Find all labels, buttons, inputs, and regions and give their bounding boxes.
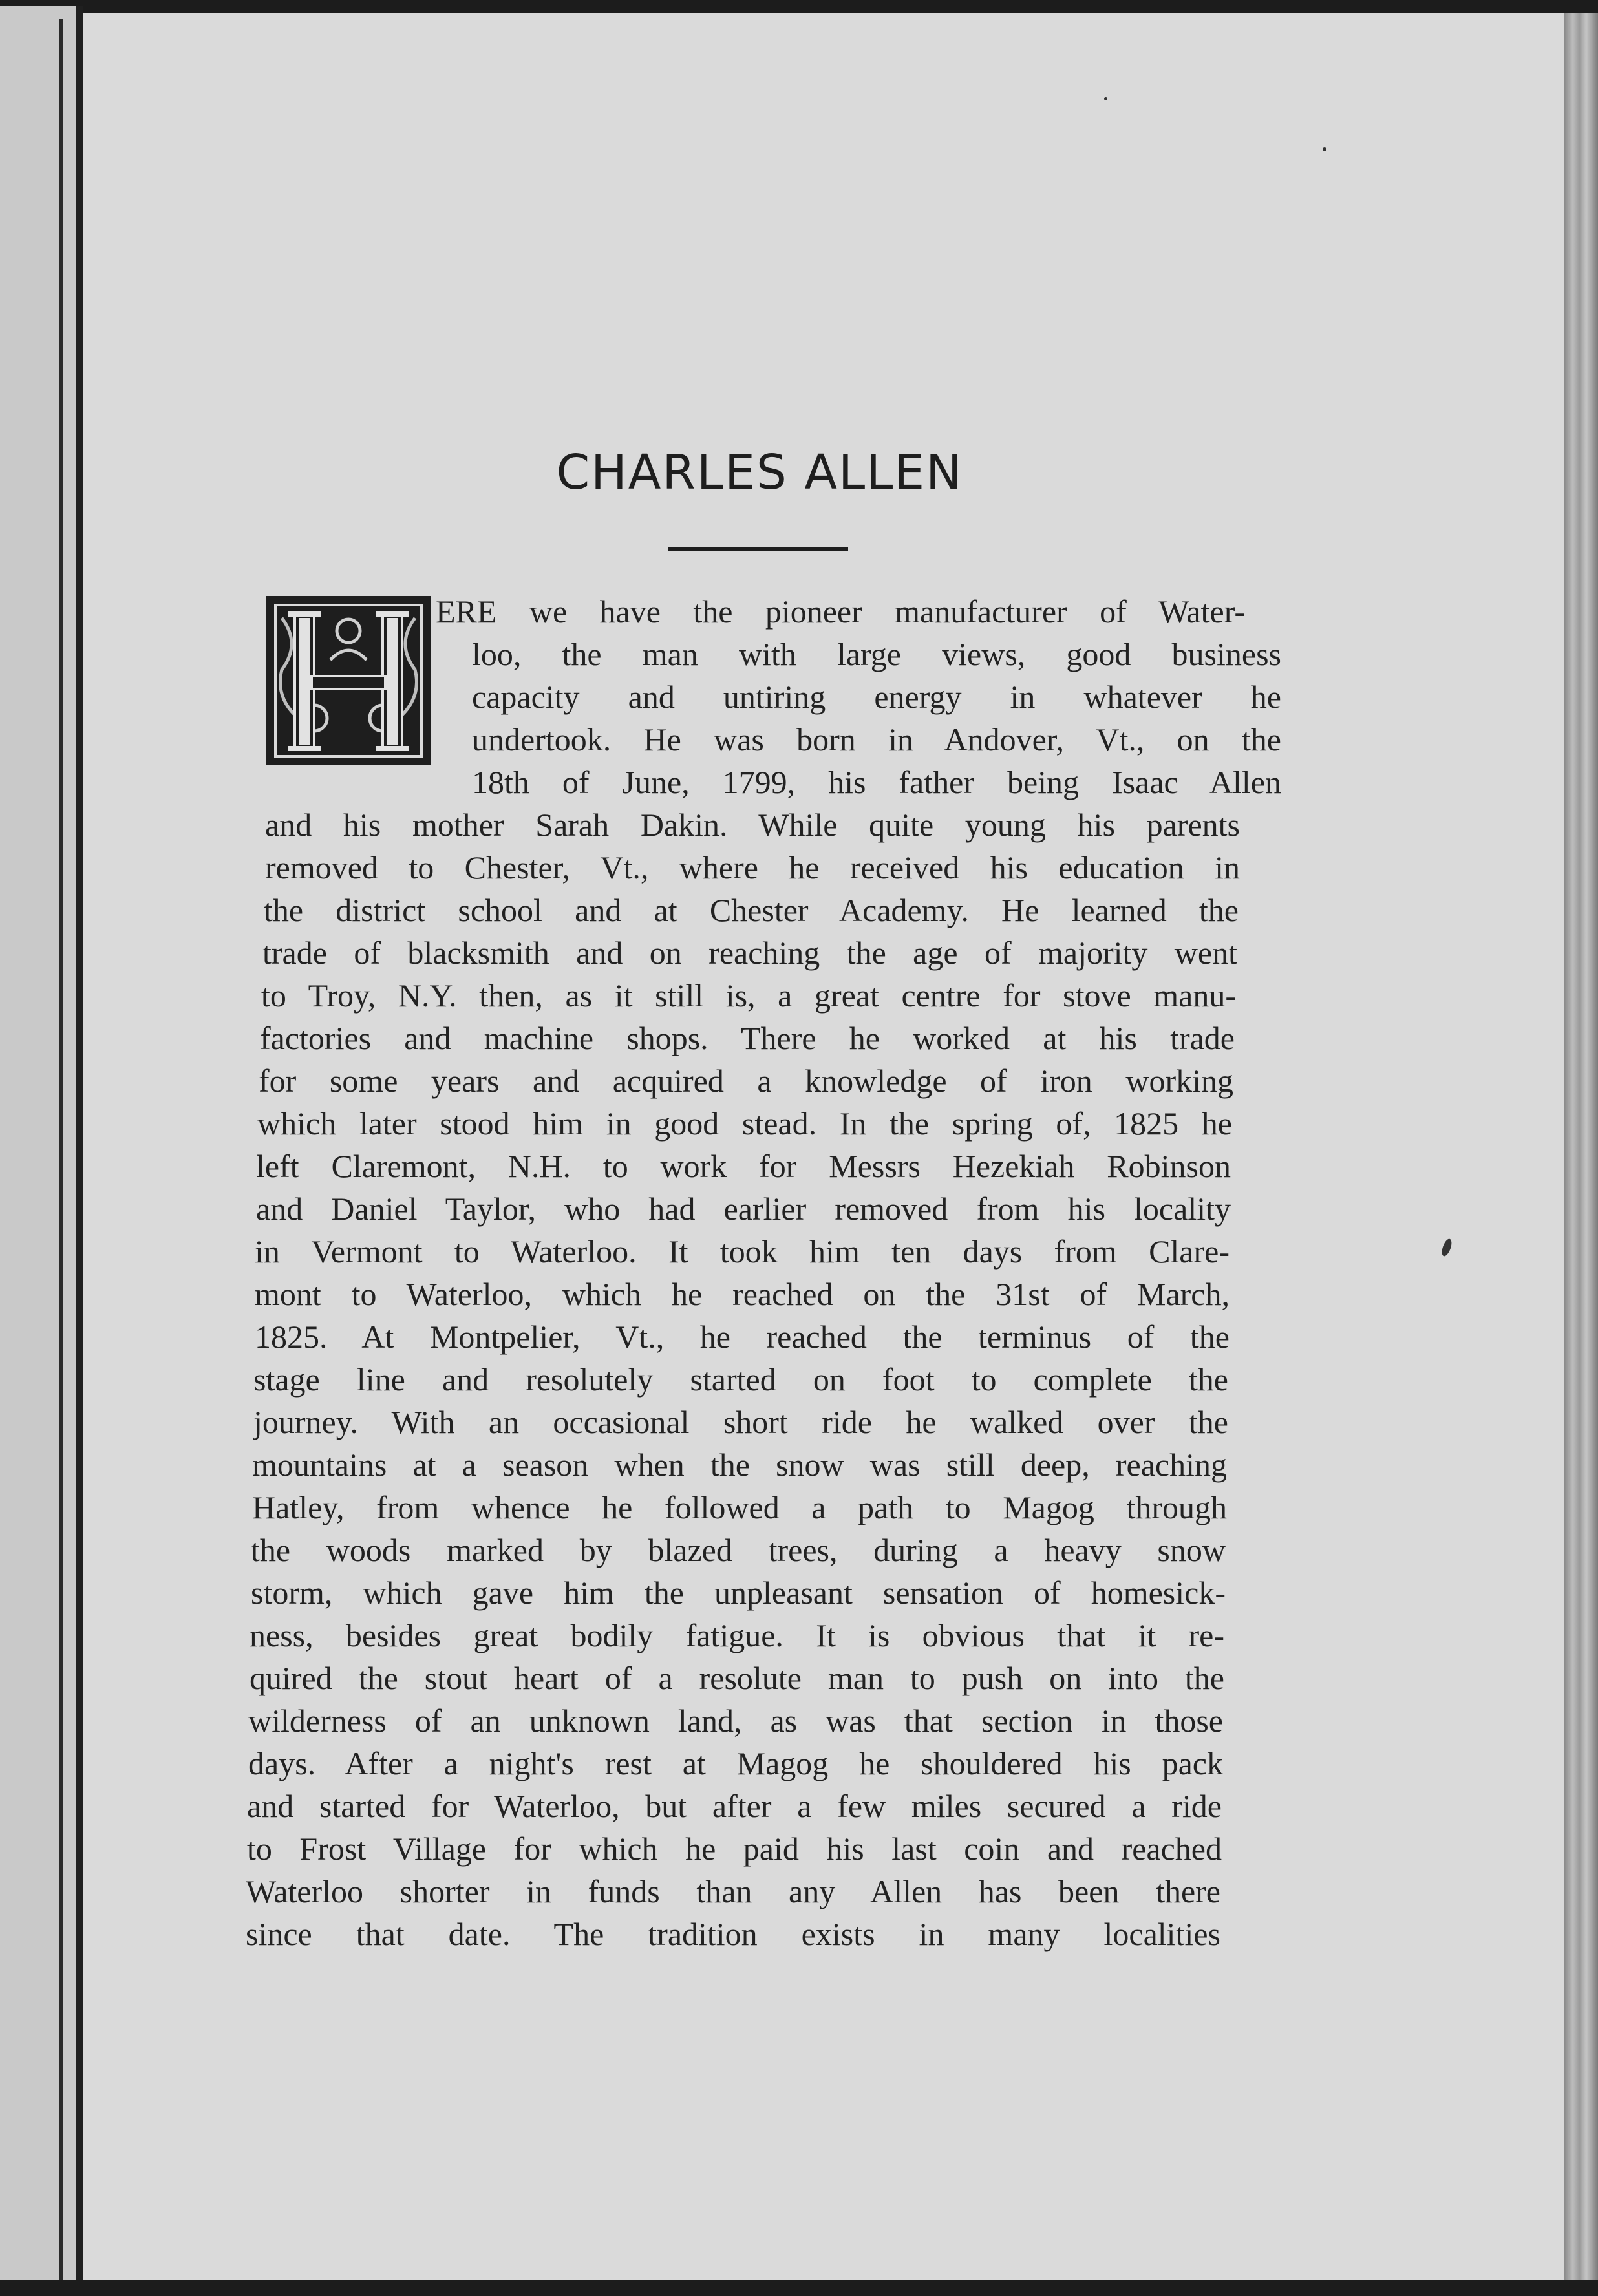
body-line: days. After a night's rest at Magog he shouldered his pack xyxy=(248,1745,1223,1781)
page-stack-edge xyxy=(1564,13,1598,2282)
body-line: mountains at a season when the snow was still deep, reaching xyxy=(252,1447,1227,1483)
body-line: which later stood him in good stead. In the spring of, 1825 he xyxy=(257,1105,1232,1142)
binding-line xyxy=(59,19,63,2282)
body-line: trade of blacksmith and on reaching the age of majority went xyxy=(262,935,1237,971)
body-line: ness, besides great bodily fatigue. It is obvious that it re- xyxy=(250,1617,1224,1653)
scan-speck xyxy=(1104,97,1107,100)
body-line: stage line and resolutely started on foot to complete the xyxy=(253,1361,1228,1398)
body-line: 18th of June, 1799, his father being Isaac Allen xyxy=(472,764,1281,800)
body-line: removed to Chester, Vt., where he received his education in xyxy=(265,849,1240,886)
body-line: Waterloo shorter in funds than any Allen has been there xyxy=(246,1873,1220,1909)
body-line: to Frost Village for which he paid his last coin and reached xyxy=(247,1831,1222,1867)
body-line: left Claremont, N.H. to work for Messrs Hezekiah Robinson xyxy=(256,1148,1231,1184)
body-line: Hatley, from whence he followed a path to Magog through xyxy=(252,1489,1227,1525)
body-line: in Vermont to Waterloo. It took him ten days from Clare- xyxy=(255,1233,1230,1270)
chapter-title: CHARLES ALLEN xyxy=(556,445,963,500)
body-line: to Troy, N.Y. then, as it still is, a great centre for stove manu- xyxy=(261,977,1236,1014)
body-line: journey. With an occasional short ride he walked over the xyxy=(253,1404,1228,1440)
body-line: undertook. He was born in Andover, Vt., on the xyxy=(472,721,1281,758)
ornamental-h-icon xyxy=(269,599,428,763)
body-line: 1825. At Montpelier, Vt., he reached the terminus of the xyxy=(255,1319,1230,1355)
body-line: for some years and acquired a knowledge of iron working xyxy=(259,1063,1233,1099)
body-line: the woods marked by blazed trees, during a heavy snow xyxy=(251,1532,1226,1568)
body-line: loo, the man with large views, good business xyxy=(472,636,1281,672)
scan-bottom-edge xyxy=(0,2280,1598,2296)
scan-speck xyxy=(1323,147,1326,151)
facing-page-fragment xyxy=(0,6,78,2282)
body-line: the district school and at Chester Academy. He learned the xyxy=(264,892,1239,928)
body-line: ERE we have the pioneer manufacturer of Water- xyxy=(436,593,1245,630)
body-line: and started for Waterloo, but after a few miles secured a ride xyxy=(247,1788,1222,1824)
page-gutter xyxy=(76,6,83,2282)
body-line: wilderness of an unknown land, as was that section in those xyxy=(248,1703,1223,1739)
body-line: since that date. The tradition exists in many localities xyxy=(246,1916,1220,1952)
body-line: mont to Waterloo, which he reached on the 31st of March, xyxy=(255,1276,1230,1312)
body-line: quired the stout heart of a resolute man to push on into the xyxy=(250,1660,1224,1696)
scan-top-edge xyxy=(0,0,1598,14)
title-rule xyxy=(668,547,848,551)
body-line: factories and machine shops. There he worked at his trade xyxy=(260,1020,1235,1056)
drop-cap-ornament xyxy=(266,596,431,765)
body-line: capacity and untiring energy in whatever he xyxy=(472,679,1281,715)
body-line: and Daniel Taylor, who had earlier removed from his locality xyxy=(256,1191,1231,1227)
body-line: and his mother Sarah Dakin. While quite young his parents xyxy=(265,807,1240,843)
body-line: storm, which gave him the unpleasant sensation of homesick- xyxy=(251,1575,1226,1611)
